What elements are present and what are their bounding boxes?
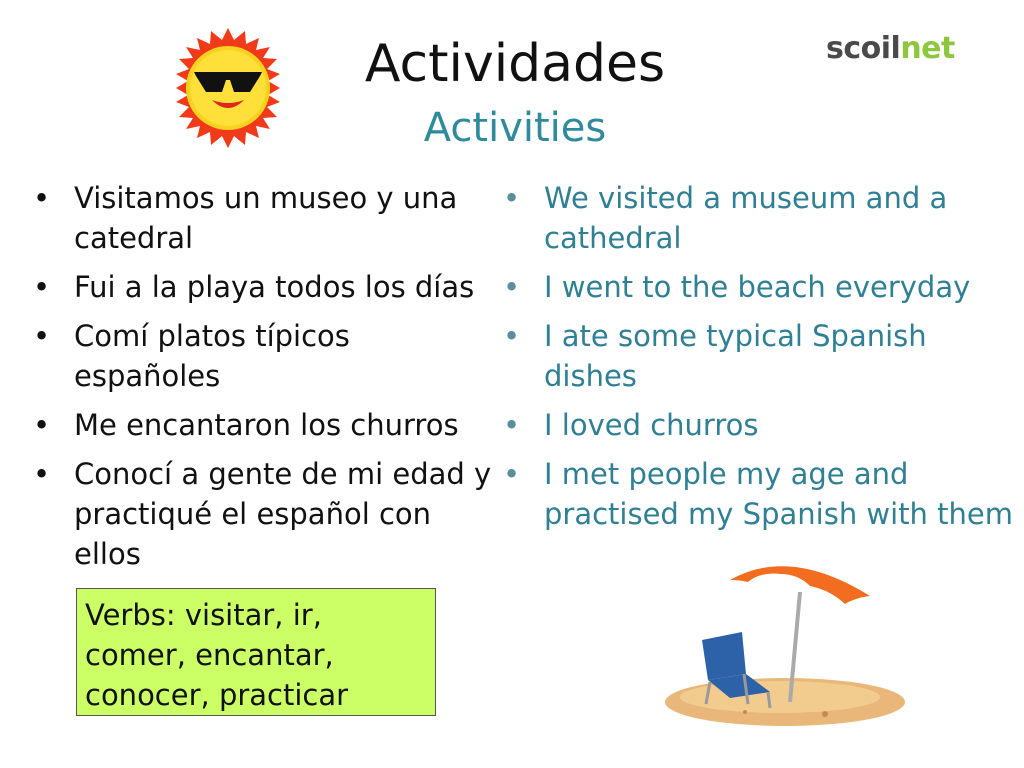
list-item: • I ate some typical Spanish dishes [503, 316, 1023, 396]
verbs-box: Verbs: visitar, ir, comer, encantar, conocer, practicar [76, 588, 436, 716]
page-title: Actividades [364, 34, 666, 94]
list-item: • I met people my age and practised my Spanish with them [503, 454, 1023, 534]
logo-part-scoil: scoil [826, 31, 901, 66]
sun-with-sunglasses-icon [166, 26, 290, 150]
scoilnet-logo [826, 31, 955, 66]
logo-part-net: net [900, 31, 955, 66]
list-item: • We visited a museum and a cathedral [503, 178, 1023, 258]
list-item: • Fui a la playa todos los días [33, 267, 505, 307]
spanish-list [33, 178, 505, 583]
list-item: • Me encantaron los churros [33, 405, 505, 445]
page-subtitle: Activities [423, 105, 607, 151]
english-list [503, 178, 1023, 543]
list-item: • Comí platos típicos españoles [33, 316, 505, 396]
beach-umbrella-chair-icon [650, 552, 910, 732]
list-item: • I went to the beach everyday [503, 267, 1023, 307]
list-item: • Conocí a gente de mi edad y practiqué el español con ellos [33, 454, 505, 574]
list-item: • Visitamos un museo y una catedral [33, 178, 505, 258]
list-item: • I loved churros [503, 405, 1023, 445]
